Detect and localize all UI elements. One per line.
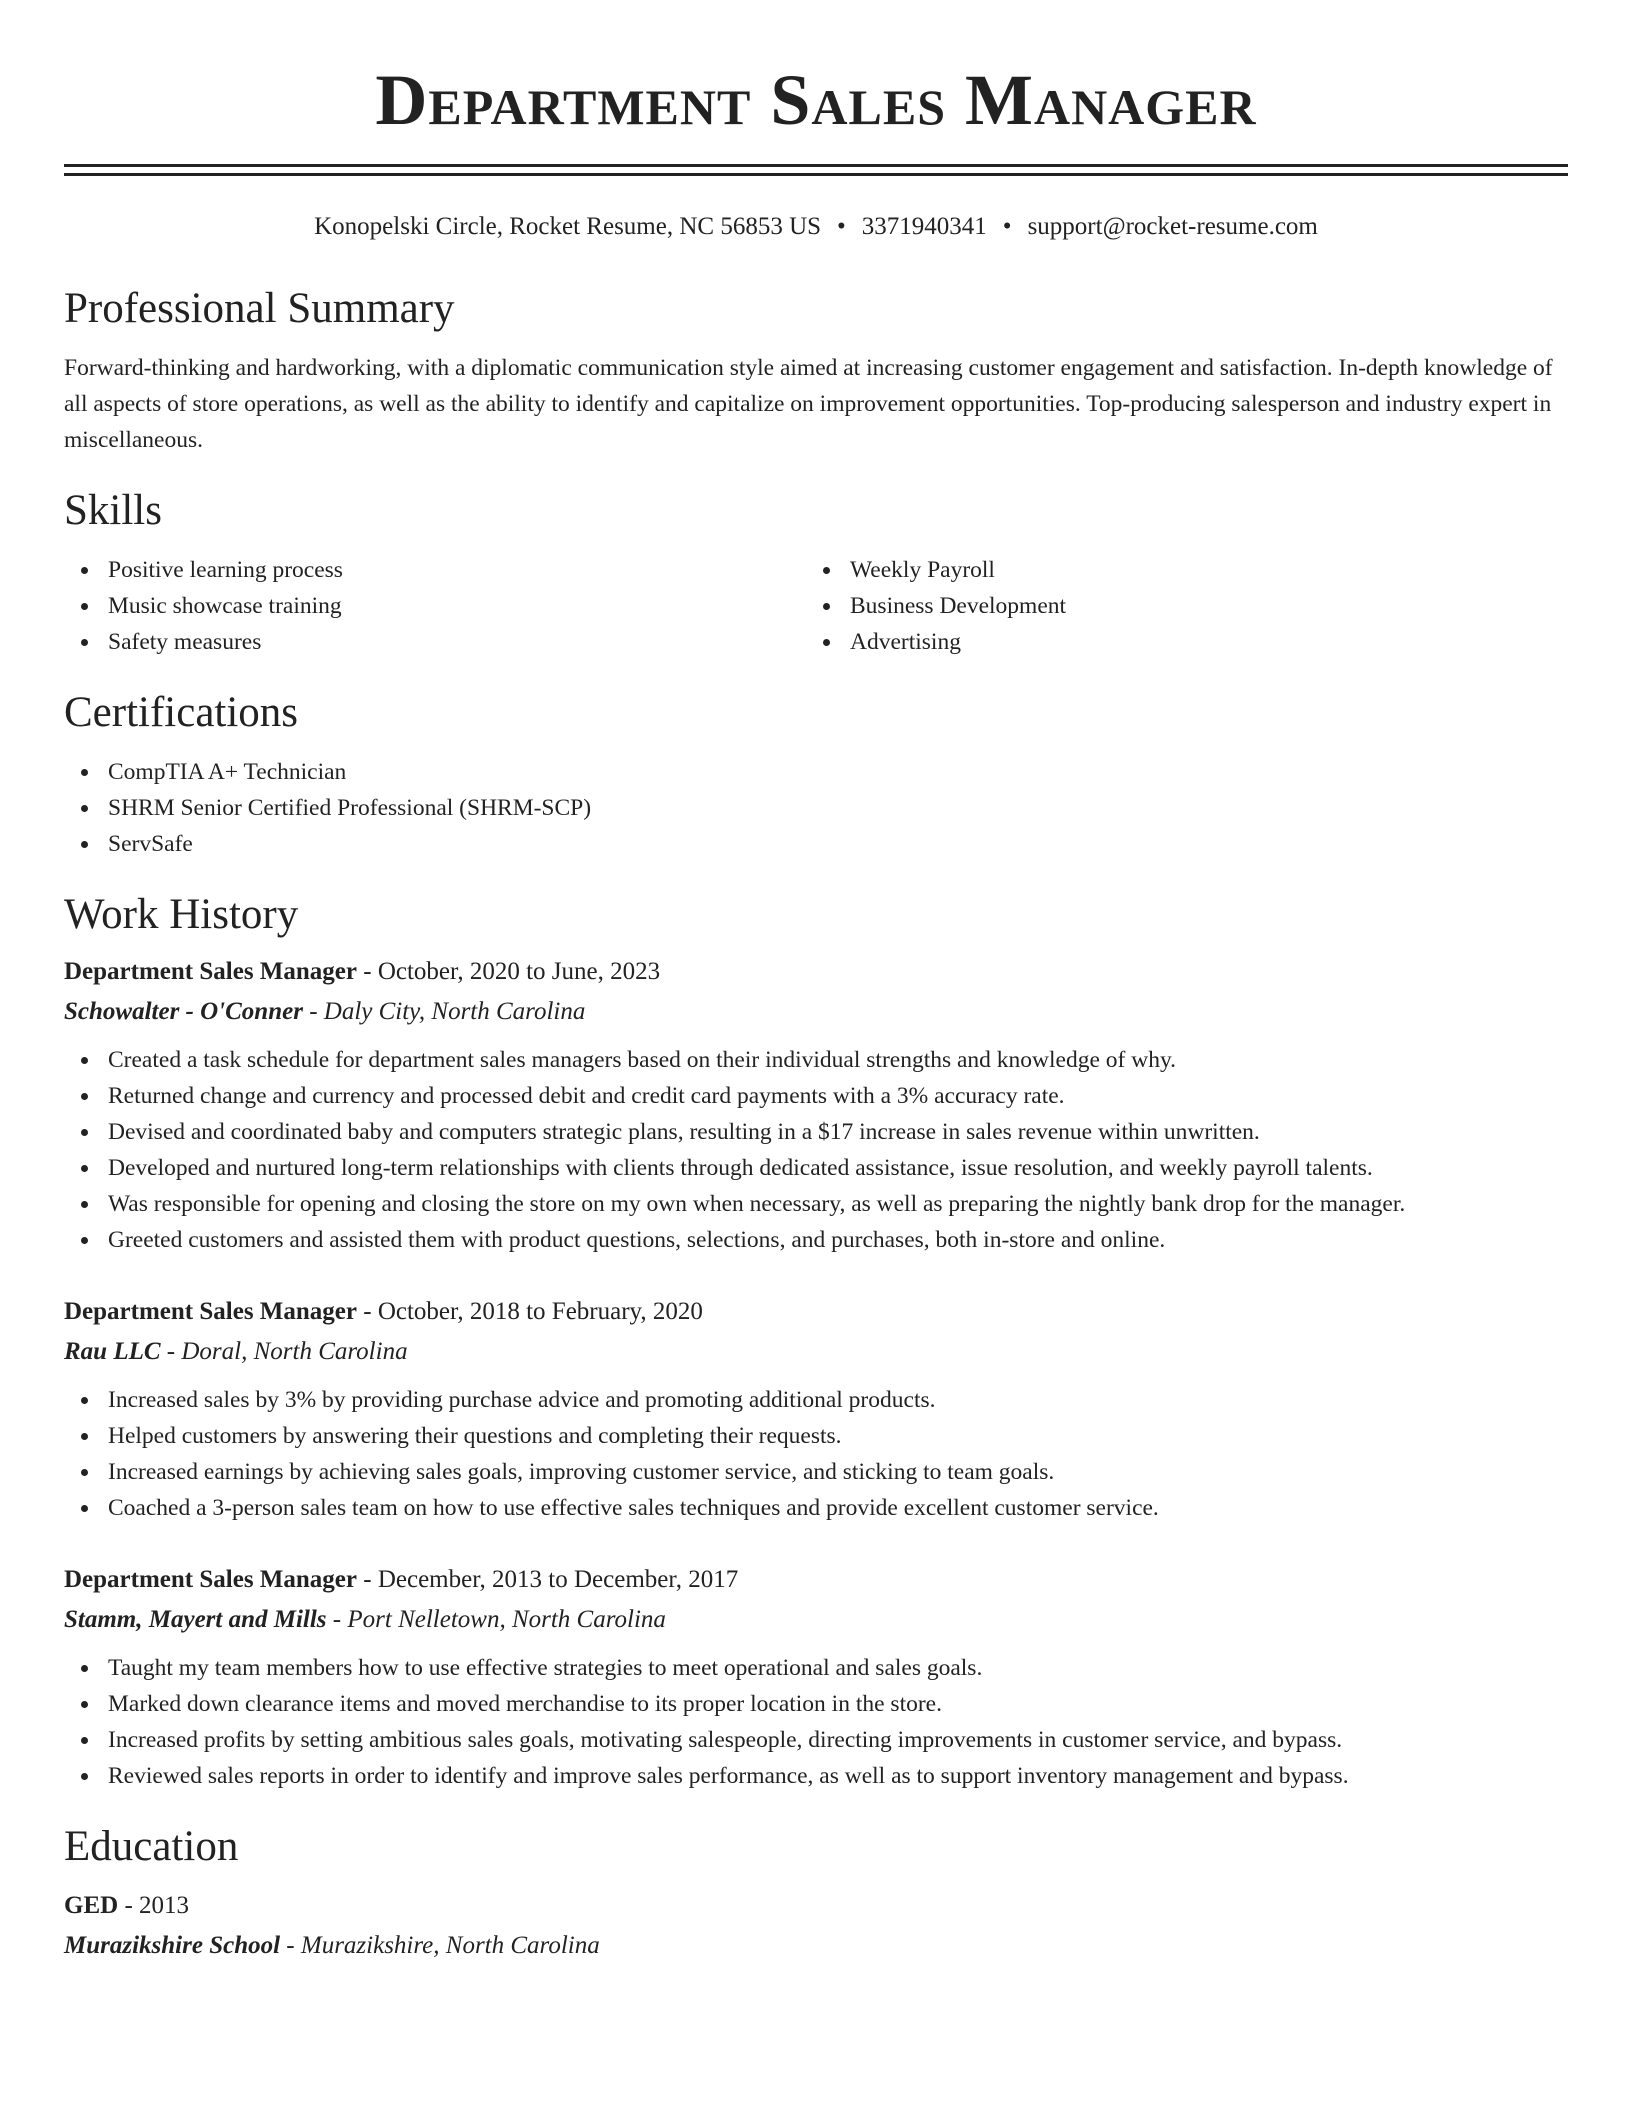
job-company: Schowalter - O'Conner [64, 998, 303, 1025]
job-role: Department Sales Manager [64, 1298, 357, 1325]
certifications-list [64, 754, 1568, 862]
job-bullet: Increased profits by setting ambitious sales goals, motivating salespeople, directing improvements in customer service, and bypass. [64, 1722, 1568, 1758]
skills-column-left [64, 552, 806, 660]
summary-heading: Professional Summary [64, 285, 455, 332]
job-company: Stamm, Mayert and Mills [64, 1606, 327, 1633]
contact-email: support@rocket-resume.com [1027, 213, 1318, 240]
job-bullets [64, 1650, 1568, 1794]
job-bullets [64, 1382, 1568, 1526]
job-location: Port Nelletown, North Carolina [347, 1606, 666, 1633]
job-bullet: Greeted customers and assisted them with product questions, selections, and purchases, both in-store and online. [64, 1222, 1568, 1258]
job-dates: October, 2020 to June, 2023 [377, 958, 661, 985]
education-degree-line [64, 1886, 1568, 1926]
job-company: Rau LLC [64, 1338, 161, 1365]
job-bullet: Increased earnings by achieving sales goals, improving customer service, and sticking to team goals. [64, 1454, 1568, 1490]
skill-item: Advertising [806, 624, 1568, 660]
job-bullets [64, 1042, 1568, 1258]
contact-separator: • [837, 213, 846, 240]
job-dash: - [326, 1606, 348, 1633]
job-bullet: Returned change and currency and processed debit and credit card payments with a 3% accuracy rate. [64, 1078, 1568, 1114]
skills-heading: Skills [64, 487, 162, 534]
contact-separator: • [1002, 213, 1012, 240]
education-entry [64, 1886, 1568, 1966]
job-bullet: Created a task schedule for department sales managers based on their individual strengths and knowledge of why. [64, 1042, 1568, 1078]
job-title-line [64, 1560, 1568, 1600]
job-bullet: Increased sales by 3% by providing purchase advice and promoting additional products. [64, 1382, 1568, 1418]
job-bullet: Devised and coordinated baby and computers strategic plans, resulting in a $17 increase in sales revenue within unwritten. [64, 1114, 1568, 1150]
job-entry [64, 1292, 1568, 1526]
job-dash: - [357, 958, 378, 985]
job-bullet: Developed and nurtured long-term relationships with clients through dedicated assistance, issue resolution, and weekly payroll talents. [64, 1150, 1568, 1186]
job-bullet: Reviewed sales reports in order to identify and improve sales performance, as well as to support inventory management and bypass. [64, 1758, 1568, 1794]
job-dash: - [302, 998, 324, 1025]
job-bullet: Helped customers by answering their questions and completing their requests. [64, 1418, 1568, 1454]
education-degree: GED [64, 1892, 119, 1919]
job-dates: December, 2013 to December, 2017 [377, 1566, 739, 1593]
job-dash: - [357, 1298, 378, 1325]
skill-item: Positive learning process [64, 552, 806, 588]
job-title-line [64, 952, 1568, 992]
skill-item: Business Development [806, 588, 1568, 624]
work-history-heading: Work History [64, 891, 299, 938]
job-entry [64, 952, 1568, 1258]
contact-phone: 3371940341 [861, 213, 987, 240]
certification-item: CompTIA A+ Technician [64, 754, 1568, 790]
education-year: 2013 [139, 1892, 190, 1919]
job-bullet: Coached a 3-person sales team on how to use effective sales techniques and provide excellent customer service. [64, 1490, 1568, 1526]
job-bullet: Marked down clearance items and moved merchandise to its proper location in the store. [64, 1686, 1568, 1722]
job-bullet: Was responsible for opening and closing the store on my own when necessary, as well as preparing the nightly bank drop for the manager. [64, 1186, 1568, 1222]
skill-item: Safety measures [64, 624, 806, 660]
skill-item: Weekly Payroll [806, 552, 1568, 588]
job-location: Doral, North Carolina [181, 1338, 408, 1365]
skills-grid [64, 552, 1568, 660]
header-divider-top [64, 164, 1568, 167]
education-school: Murazikshire School [64, 1932, 281, 1959]
certification-item: ServSafe [64, 826, 1568, 862]
job-entry [64, 1560, 1568, 1794]
education-location: Murazikshire, North Carolina [300, 1932, 600, 1959]
job-dash: - [357, 1566, 378, 1593]
job-role: Department Sales Manager [64, 1566, 357, 1593]
education-school-line [64, 1926, 1568, 1966]
education-heading: Education [64, 1823, 239, 1870]
header-divider-bottom [64, 173, 1568, 176]
job-title-line [64, 1292, 1568, 1332]
education-dash: - [118, 1892, 140, 1919]
contact-address: Konopelski Circle, Rocket Resume, NC 56853 US [314, 213, 822, 240]
job-employer-line [64, 1332, 1568, 1372]
job-dash: - [160, 1338, 182, 1365]
skills-column-right [806, 552, 1568, 660]
job-bullet: Taught my team members how to use effective strategies to meet operational and sales goals. [64, 1650, 1568, 1686]
education-dash: - [280, 1932, 301, 1959]
resume-name: Department Sales Manager [375, 60, 1257, 140]
certification-item: SHRM Senior Certified Professional (SHRM-SCP) [64, 790, 1568, 826]
certifications-heading: Certifications [64, 689, 299, 736]
summary-text: Forward-thinking and hardworking, with a diplomatic communication style aimed at increasing customer engagement and satisfaction. In-depth knowledge of all aspects of store operations, as well as the ability to identify and capitalize on improvement opportunities. Top-producing salesperson and industry expert in miscellaneous. [64, 355, 1553, 453]
job-location: Daly City, North Carolina [323, 998, 586, 1025]
job-employer-line [64, 1600, 1568, 1640]
job-employer-line [64, 992, 1568, 1032]
job-dates: October, 2018 to February, 2020 [377, 1298, 703, 1325]
contact-line [64, 212, 1568, 242]
skill-item: Music showcase training [64, 588, 806, 624]
job-role: Department Sales Manager [64, 958, 357, 985]
